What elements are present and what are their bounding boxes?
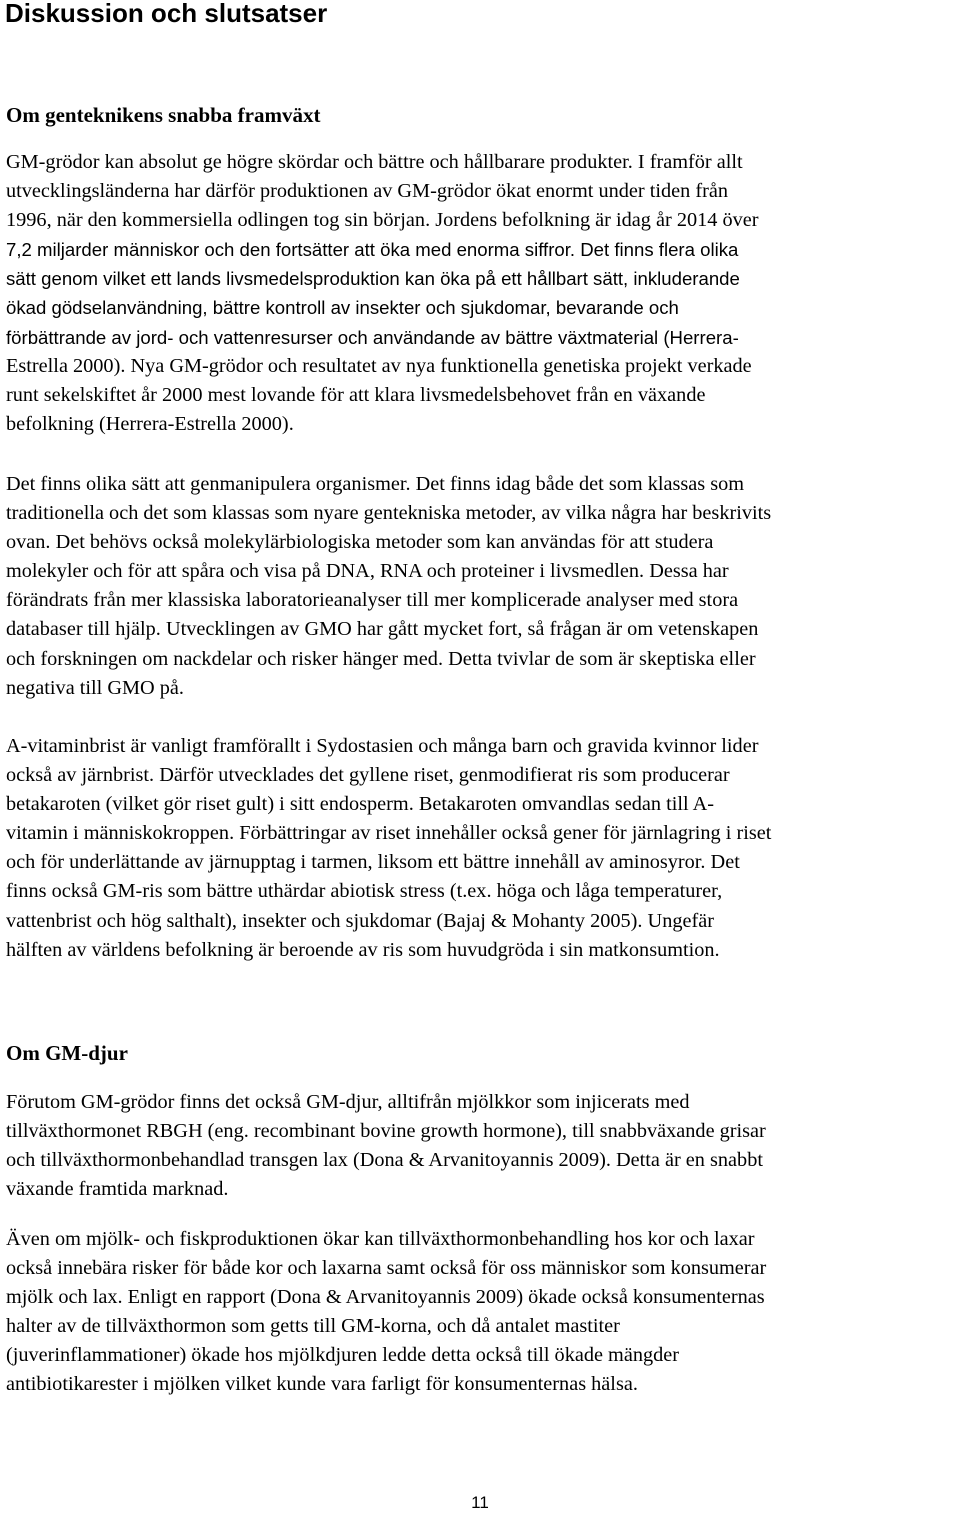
page-heading: Diskussion och slutsatser [5,0,328,28]
text-line: också innebära risker för både kor och laxarna samt också för oss människor som konsumerar [6,1257,767,1280]
text-line: Estrella 2000). Nya GM-grödor och resultatet av nya funktionella genetiska projekt verkade [6,354,752,377]
paragraph [6,1225,960,1400]
text-line: 1996, när den kommersiella odlingen tog sin början. Jordens befolkning är idag år 2014 över [6,209,759,232]
text-line: A-vitaminbrist är vanligt framförallt i Sydostasien och många barn och gravida kvinnor lider [6,735,759,757]
text-line: och för underlättande av järnupptag i tarmen, liksom ett bättre innehåll av aminosyror. Det [6,851,740,874]
text-line: ovan. Det behövs också molekylärbiologiska metoder som kan användas för att studera [6,531,714,554]
text-line: Även om mjölk- och fiskproduktionen ökar kan tillväxthormonbehandling hos kor och laxar [6,1228,755,1250]
text-line: halter av de tillväxthormon som getts till GM-korna, och då antalet mastiter [6,1315,620,1338]
page-number: 11 [471,1493,489,1512]
text-line: Förutom GM-grödor finns det också GM-djur, alltifrån mjölkkor som injicerats med [6,1091,690,1113]
text-line: vitamin i människokroppen. Förbättringar av riset innehåller också gener för järnlagring i riset [6,822,772,845]
text-line: också av järnbrist. Därför utvecklades det gyllene riset, genmodifierat ris som producerar [6,764,730,787]
text-line: antibiotikarester i mjölken vilket kunde vara farligt för konsumenternas hälsa. [6,1373,638,1396]
text-line: utvecklingsländerna har därför produktionen av GM-grödor ökat enormt under tiden från [6,180,729,203]
paragraph [6,148,960,439]
text-line: förbättrande av jord- och vattenresurser och användande av bättre växtmaterial (Herrera- [6,326,739,348]
text-line: hälften av världens befolkning är beroende av ris som huvudgröda i sin matkonsumtion. [6,938,720,961]
text-line: och tillväxthormonbehandlad transgen lax (Dona & Arvanitoyannis 2009). Detta är en snabbt [6,1149,763,1172]
text-line: runt sekelskiftet år 2000 mest lovande för att klara livsmedelsbehovet från en växande [6,383,706,406]
text-line: negativa till GMO på. [6,676,184,699]
text-line: traditionella och det som klassas som nyare gentekniska metoder, av vilka några har beskrivits [6,502,772,525]
text-line: GM-grödor kan absolut ge högre skördar och bättre och hållbarare produkter. I framför allt [6,151,743,173]
text-line: förändrats från mer klassiska laboratorieanalyser till mer komplicerade analyser med stora [6,589,739,612]
text-line: och forskningen om nackdelar och risker hänger med. Detta tvivlar de som är skeptiska eller [6,647,756,670]
text-line: växande framtida marknad. [6,1178,229,1201]
text-line: ökad gödselanvändning, bättre kontroll av insekter och sjukdomar, bevarande och [6,297,679,319]
text-line: 7,2 miljarder människor och den fortsätter att öka med enorma siffror. Det finns flera olika [6,239,739,261]
text-line: molekyler och för att spåra och visa på DNA, RNA och proteiner i livsmedlen. Dessa har [6,560,729,583]
text-line: vattenbrist och hög salthalt), insekter och sjukdomar (Bajaj & Mohanty 2005). Ungefär [6,909,714,932]
text-line: mjölk och lax. Enligt en rapport (Dona & Arvanitoyannis 2009) ökade också konsumenternas [6,1286,765,1309]
text-line: sätt genom vilket ett lands livsmedelsproduktion kan öka på ett hållbart sätt, inkluderande [6,268,740,290]
paragraph [6,732,960,965]
text-line: befolkning (Herrera-Estrella 2000). [6,412,294,435]
paragraph [6,1088,960,1204]
text-line: Det finns olika sätt att genmanipulera organismer. Det finns idag både det som klassas som [6,473,745,495]
text-line: finns också GM-ris som bättre uthärdar abiotisk stress (t.ex. höga och låga temperaturer, [6,880,723,903]
text-line: betakaroten (vilket gör riset gult) i sitt endosperm. Betakaroten omvandlas sedan till A- [6,793,714,816]
section-title-gentechnik: Om genteknikens snabba framväxt [6,103,321,127]
text-line: tillväxthormonet RBGH (eng. recombinant bovine growth hormone), till snabbväxande grisar [6,1120,766,1143]
text-line: databaser till hjälp. Utvecklingen av GMO har gått mycket fort, så frågan är om vetenskapen [6,618,759,641]
section-title-gm-djur: Om GM-djur [6,1041,128,1065]
text-line: (juverinflammationer) ökade hos mjölkdjuren ledde detta också till ökade mängder [6,1344,680,1367]
paragraph [6,470,960,703]
